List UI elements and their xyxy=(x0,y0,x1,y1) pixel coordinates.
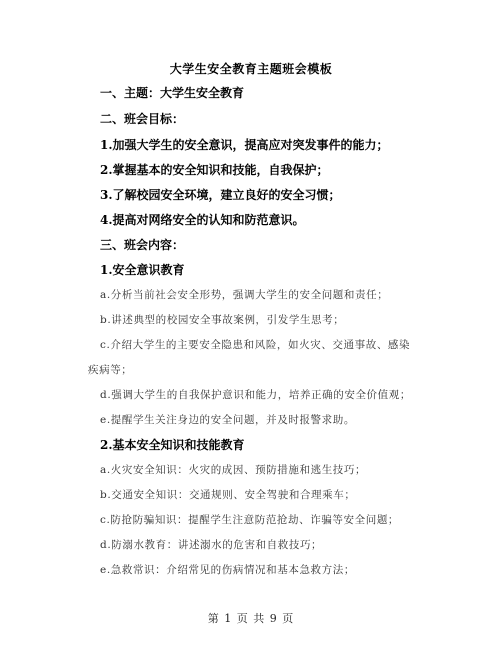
content-item: a.分析当前社会安全形势，强调大学生的安全问题和责任； xyxy=(100,289,389,301)
content-item: e.急救常识：介绍常见的伤病情况和基本急救方法； xyxy=(100,564,355,576)
section-content-heading: 三、班会内容： xyxy=(100,238,185,252)
content-item: e.提醒学生关注身边的安全问题，并及时报警求助。 xyxy=(100,414,355,426)
document-title: 大学生安全教育主题班会模板 xyxy=(169,62,333,76)
content-item-continued: 疾病等； xyxy=(88,364,133,376)
goal-item: 3.了解校园安全环境，建立良好的安全习惯； xyxy=(100,188,341,202)
section-theme: 一、主题：大学生安全教育 xyxy=(100,86,245,100)
goal-item: 4.提高对网络安全的认知和防范意识。 xyxy=(100,213,305,227)
content-item: c.防抢防骗知识：提醒学生注意防范抢劫、诈骗等安全问题； xyxy=(100,514,400,526)
goal-item: 2.掌握基本的安全知识和技能，自我保护； xyxy=(100,163,329,177)
part-heading: 1.安全意识教育 xyxy=(100,263,185,277)
content-item: b.交通安全知识：交通规则、安全驾驶和合理乘车； xyxy=(100,489,356,501)
section-goals-heading: 二、班会目标： xyxy=(100,112,185,126)
part-heading: 2.基本安全知识和技能教育 xyxy=(100,438,245,452)
content-item: d.强调大学生的自我保护意识和能力，培养正确的安全价值观； xyxy=(100,389,411,401)
content-item: b.讲述典型的校园安全事故案例，引发学生思考； xyxy=(100,314,345,326)
content-item: a.火灾安全知识：火灾的成因、预防措施和逃生技巧； xyxy=(100,464,367,476)
goal-item: 1.加强大学生的安全意识，提高应对突发事件的能力； xyxy=(100,138,389,152)
page-number-footer: 第 1 页 共 9 页 xyxy=(207,612,295,625)
content-item: c.介绍大学生的主要安全隐患和风险，如火灾、交通事故、感染 xyxy=(100,339,411,351)
content-item: d.防溺水教育：讲述溺水的危害和自救技巧； xyxy=(100,539,323,551)
